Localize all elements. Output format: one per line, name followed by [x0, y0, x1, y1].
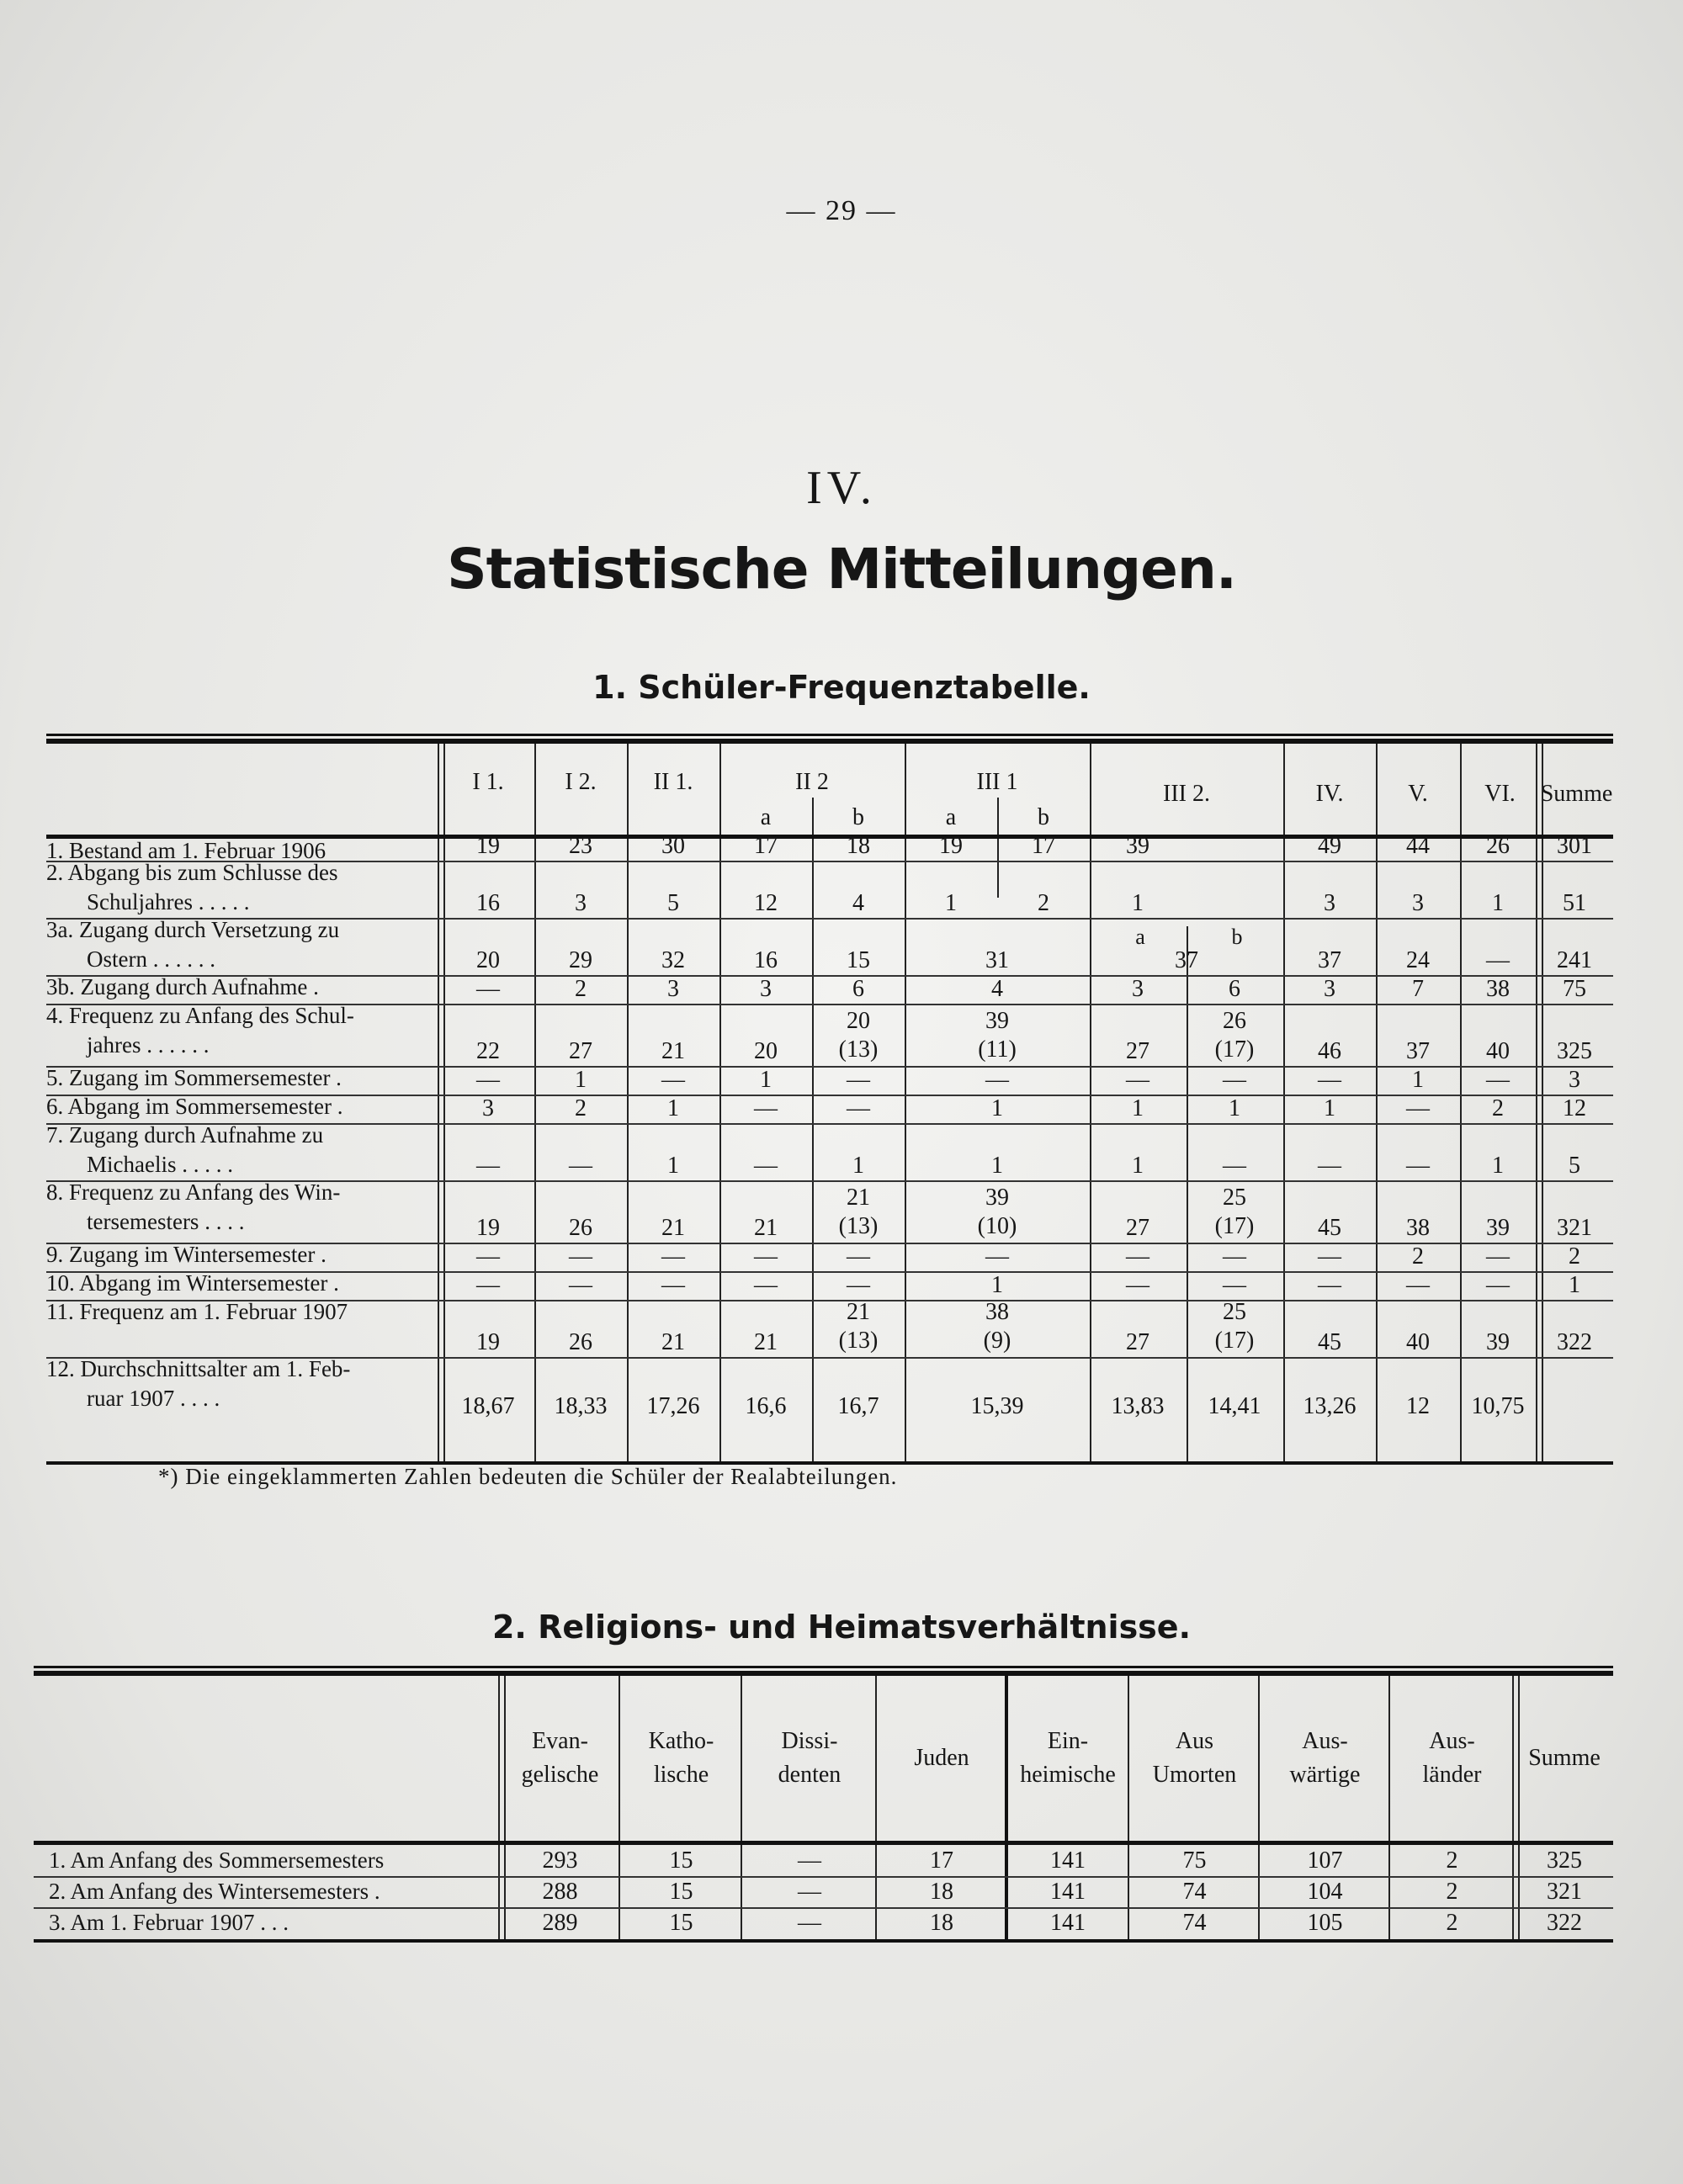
table-cell: 38: [1406, 1215, 1430, 1241]
row-label: 2. Abgang bis zum Schlusse des Schuljahres . . . . .: [46, 860, 338, 914]
table-cell: —: [476, 1272, 500, 1298]
row-label: 8. Frequenz zu Anfang des Win- tersemesters . . . .: [46, 1179, 341, 1234]
table-cell: 22: [476, 1038, 500, 1064]
table-cell: —: [1223, 1067, 1246, 1093]
table-cell: —: [798, 1910, 821, 1936]
row-label: 3a. Zugang durch Versetzung zu Ostern . . . . . .: [46, 917, 340, 972]
table-cell: 30: [661, 833, 685, 859]
table-cell: 1: [991, 1153, 1003, 1179]
table-cell: 37: [1318, 947, 1341, 973]
table-cell: 5: [667, 890, 679, 916]
col-header: Aus Umorten: [1152, 1728, 1237, 1788]
col-subheader: b: [1231, 925, 1243, 949]
table-cell: 19: [939, 833, 963, 859]
table-cell: 20: [476, 947, 500, 973]
col-header: Summe: [1540, 781, 1613, 807]
table-cell: 38: [1486, 976, 1510, 1002]
table-cell: 19: [476, 1215, 500, 1241]
table-cell: 1: [1132, 890, 1144, 916]
table-header: [34, 1676, 1613, 1845]
table-cell: 17: [1032, 833, 1055, 859]
table-cell: 1: [1569, 1272, 1580, 1298]
table-cell: 21: [661, 1038, 685, 1064]
table-cell: 6: [852, 976, 864, 1002]
table-cell: 2: [1492, 1095, 1504, 1121]
table-cell: —: [798, 1879, 821, 1905]
table-cell: —: [476, 1243, 500, 1270]
table-cell: 1: [945, 890, 957, 916]
table-header: [46, 744, 1613, 839]
table-cell: —: [754, 1272, 778, 1298]
table-cell: 293: [542, 1847, 578, 1874]
table-cell: 18: [930, 1910, 953, 1936]
table-cell: 18,67: [461, 1393, 515, 1419]
table-cell: 14,41: [1208, 1393, 1261, 1419]
table-cell: 2: [1412, 1243, 1424, 1270]
table-cell: 21: [754, 1329, 778, 1355]
row-label: 10. Abgang im Wintersemester .: [46, 1270, 339, 1296]
table-row: [34, 1845, 1613, 1876]
col-header: Ein- heimische: [1020, 1728, 1116, 1788]
col-header: III 2.: [1163, 781, 1210, 807]
table-cell: —: [754, 1153, 778, 1179]
table-cell: 2: [575, 976, 587, 1002]
row-label: 9. Zugang im Wintersemester .: [46, 1242, 327, 1267]
table-cell: 3: [760, 976, 772, 1002]
table-cell: 301: [1557, 833, 1592, 859]
table-cell: 3: [575, 890, 587, 916]
row-label: 6. Abgang im Sommersemester .: [46, 1094, 343, 1119]
table-cell: 321: [1547, 1879, 1582, 1905]
table-cell: —: [1126, 1067, 1149, 1093]
col-subheader: a: [760, 804, 772, 830]
table-cell: 1: [1492, 890, 1504, 916]
table-cell: 75: [1182, 1847, 1207, 1874]
table-cell: 75: [1563, 976, 1586, 1002]
table-cell: 27: [1126, 1329, 1149, 1355]
table-row: [46, 1300, 1613, 1357]
table-cell: 17: [754, 833, 778, 859]
col-header: VI.: [1484, 781, 1516, 807]
col-header: Katho- lische: [648, 1728, 714, 1788]
table-cell: 12: [1563, 1095, 1586, 1121]
table-cell: —: [1318, 1067, 1341, 1093]
col-header: I 1.: [472, 769, 504, 795]
table-cell: 3: [1324, 890, 1335, 916]
table-cell: —: [1318, 1153, 1341, 1179]
table-row: [46, 918, 1613, 975]
table-cell: 3: [1132, 976, 1144, 1002]
table-cell: 21 (13): [838, 1185, 879, 1239]
table-cell: 2: [1038, 890, 1049, 916]
col-header: II 2: [795, 769, 829, 795]
table-cell: 23: [569, 833, 592, 859]
table-row: [46, 1123, 1613, 1180]
table-cell: 4: [852, 890, 864, 916]
table-cell: 16,6: [745, 1393, 787, 1419]
table-cell: —: [1126, 1243, 1149, 1270]
row-label: 1. Bestand am 1. Februar 1906: [46, 838, 327, 863]
table-cell: 18,33: [554, 1393, 608, 1419]
table-cell: 39: [1486, 1215, 1510, 1241]
table-cell: 325: [1557, 1038, 1592, 1064]
table-cell: —: [1406, 1272, 1430, 1298]
table-cell: —: [476, 1067, 500, 1093]
table-cell: —: [847, 1243, 870, 1270]
table-cell: —: [847, 1272, 870, 1298]
col-header: I 2.: [565, 769, 597, 795]
row-label: 4. Frequenz zu Anfang des Schul- jahres . . . . . .: [46, 1003, 354, 1058]
col-header: Summe: [1528, 1745, 1601, 1771]
table-cell: 1: [667, 1095, 679, 1121]
table-cell: —: [661, 1067, 685, 1093]
table-cell: 51: [1563, 890, 1586, 916]
table-cell: 74: [1182, 1910, 1207, 1936]
table-cell: —: [1318, 1243, 1341, 1270]
table-cell: 3: [667, 976, 679, 1002]
table-cell: 20: [754, 1038, 778, 1064]
table-cell: 15: [669, 1879, 693, 1905]
table-cell: 44: [1406, 833, 1430, 859]
table-cell: 38 (9): [983, 1299, 1011, 1354]
table-cell: 141: [1050, 1879, 1086, 1905]
footnote: *) Die eingeklammerten Zahlen bedeuten die Schüler der Realabteilungen.: [158, 1464, 898, 1489]
table-cell: 39 (11): [978, 1008, 1017, 1063]
table-cell: 12: [754, 890, 778, 916]
table-cell: 25 (17): [1214, 1185, 1255, 1239]
table-cell: 1: [1229, 1095, 1240, 1121]
table-cell: 74: [1182, 1879, 1207, 1905]
table-cell: —: [1486, 1067, 1510, 1093]
table-cell: 4: [991, 976, 1003, 1002]
table-cell: 13,83: [1111, 1393, 1165, 1419]
table-cell: 16,7: [837, 1393, 879, 1419]
col-header: Aus- länder: [1422, 1728, 1482, 1788]
table-cell: 24: [1406, 947, 1430, 973]
table-cell: 18: [847, 833, 870, 859]
table-cell: 27: [1126, 1215, 1149, 1241]
table-cell: 7: [1412, 976, 1424, 1002]
col-header: Evan- gelische: [521, 1728, 599, 1788]
table-cell: 19: [476, 1329, 500, 1355]
table-body: [46, 833, 1613, 1465]
table-cell: —: [1486, 1243, 1510, 1270]
table-cell: —: [569, 1272, 592, 1298]
table-row: [46, 1095, 1613, 1123]
table-cell: 21 (13): [838, 1299, 879, 1354]
table-cell: —: [1126, 1272, 1149, 1298]
table-row: [46, 1004, 1613, 1066]
row-label: 2. Am Anfang des Wintersemesters .: [49, 1879, 380, 1904]
table-cell: 2: [1446, 1879, 1458, 1905]
table-cell: 49: [1318, 833, 1341, 859]
col-subheader: b: [1038, 804, 1049, 830]
col-header: Dissi- denten: [778, 1728, 842, 1788]
table-cell: 1: [1132, 1153, 1144, 1179]
col-header: IV.: [1315, 781, 1344, 807]
table-cell: 26: [1486, 833, 1510, 859]
table-cell: 21: [661, 1215, 685, 1241]
table-cell: 40: [1406, 1329, 1430, 1355]
table-cell: 26: [569, 1215, 592, 1241]
table-cell: 16: [476, 890, 500, 916]
table-cell: 289: [542, 1910, 578, 1936]
col-header: Juden: [914, 1745, 969, 1771]
table-cell: 39: [1126, 833, 1149, 859]
table-row: [46, 1066, 1613, 1095]
table-cell: —: [754, 1243, 778, 1270]
table-cell: —: [1223, 1272, 1246, 1298]
table-cell: —: [985, 1243, 1009, 1270]
row-label: 11. Frequenz am 1. Februar 1907: [46, 1299, 348, 1324]
table-cell: 45: [1318, 1329, 1341, 1355]
table-cell: 40: [1486, 1038, 1510, 1064]
table-cell: 141: [1050, 1910, 1086, 1936]
table-cell: 288: [542, 1879, 578, 1905]
table-cell: 3: [1324, 976, 1335, 1002]
table-cell: —: [1406, 1095, 1430, 1121]
table-top-rule: [34, 1666, 1613, 1676]
table-row: [46, 1243, 1613, 1271]
table-cell: 1: [1492, 1153, 1504, 1179]
table-cell: 107: [1307, 1847, 1343, 1874]
table-cell: —: [1223, 1153, 1246, 1179]
table-cell: 241: [1557, 947, 1592, 973]
row-label: 3b. Zugang durch Aufnahme .: [46, 974, 319, 999]
table-cell: —: [569, 1243, 592, 1270]
table-cell: 1: [760, 1067, 772, 1093]
table-cell: —: [754, 1095, 778, 1121]
table-cell: —: [661, 1272, 685, 1298]
table-row: [46, 975, 1613, 1004]
table-row: [46, 1271, 1613, 1300]
row-label: 1. Am Anfang des Sommersemesters: [49, 1847, 385, 1873]
table-cell: 15: [669, 1847, 693, 1874]
col-subheader: b: [852, 804, 864, 830]
table-cell: 15: [847, 947, 870, 973]
table-cell: 21: [661, 1329, 685, 1355]
table-row: [46, 1180, 1613, 1243]
table-cell: 322: [1547, 1910, 1582, 1936]
table-cell: 18: [930, 1879, 953, 1905]
table-cell: 1: [991, 1095, 1003, 1121]
col-header: II 1.: [653, 769, 693, 795]
col-header: Aus- wärtige: [1289, 1728, 1361, 1788]
table-cell: 27: [569, 1038, 592, 1064]
table-cell: —: [1486, 947, 1510, 973]
table-cell: 32: [661, 947, 685, 973]
table-cell: 19: [476, 833, 500, 859]
table-cell: 1: [1412, 1067, 1424, 1093]
section-heading-frequency: 1. Schüler-Frequenztabelle.: [592, 669, 1091, 706]
table-cell: 31: [985, 947, 1009, 973]
table-cell: 15,39: [970, 1393, 1024, 1419]
table-cell: 322: [1557, 1329, 1592, 1355]
table-cell: 26 (17): [1214, 1008, 1255, 1063]
table-cell: 105: [1307, 1910, 1343, 1936]
table-cell: —: [1318, 1272, 1341, 1298]
table-cell: 37: [1175, 947, 1198, 973]
table-cell: 6: [1229, 976, 1240, 1002]
table-cell: —: [798, 1847, 821, 1874]
row-label: 3. Am 1. Februar 1907 . . .: [49, 1910, 289, 1935]
table-cell: 321: [1557, 1215, 1592, 1241]
col-header: V.: [1408, 781, 1428, 807]
table-cell: 39: [1486, 1329, 1510, 1355]
table-cell: 104: [1307, 1879, 1343, 1905]
table-cell: —: [661, 1243, 685, 1270]
table-cell: 17,26: [646, 1393, 700, 1419]
table-cell: 16: [754, 947, 778, 973]
table-cell: 1: [1324, 1095, 1335, 1121]
table-cell: 21: [754, 1215, 778, 1241]
table-cell: 2: [575, 1095, 587, 1121]
table-row: [34, 1876, 1613, 1907]
table-cell: —: [847, 1067, 870, 1093]
table-cell: 5: [1569, 1153, 1580, 1179]
table-row: [46, 861, 1613, 918]
table-cell: 2: [1446, 1910, 1458, 1936]
table-cell: —: [847, 1095, 870, 1121]
table-cell: 10,75: [1471, 1393, 1525, 1419]
row-label: 7. Zugang durch Aufnahme zu Michaelis . . . . .: [46, 1122, 324, 1177]
table-cell: 46: [1318, 1038, 1341, 1064]
table-cell: 13,26: [1303, 1393, 1356, 1419]
table-cell: 27: [1126, 1038, 1149, 1064]
table-cell: 1: [1132, 1095, 1144, 1121]
table-cell: —: [569, 1153, 592, 1179]
page-number: — 29 —: [786, 195, 897, 226]
table-cell: 3: [1412, 890, 1424, 916]
table-cell: 1: [575, 1067, 587, 1093]
frequency-table: [46, 734, 1613, 1465]
table-cell: —: [1486, 1272, 1510, 1298]
table-cell: 325: [1547, 1847, 1582, 1874]
table-cell: —: [1406, 1153, 1430, 1179]
table-row: [34, 1907, 1613, 1938]
table-cell: 141: [1050, 1847, 1086, 1874]
table-cell: 15: [669, 1910, 693, 1936]
table-cell: —: [476, 976, 500, 1002]
table-cell: 39 (10): [977, 1185, 1017, 1239]
table-cell: 2: [1446, 1847, 1458, 1874]
col-subheader: a: [1135, 925, 1145, 949]
table-cell: 20 (13): [838, 1008, 879, 1063]
table-cell: 29: [569, 947, 592, 973]
table-cell: 26: [569, 1329, 592, 1355]
religion-table: [34, 1666, 1613, 1943]
table-cell: —: [1223, 1243, 1246, 1270]
chapter-numeral: IV.: [806, 462, 877, 514]
table-cell: 25 (17): [1214, 1299, 1255, 1354]
table-cell: 12: [1406, 1393, 1430, 1419]
table-cell: 3: [1569, 1067, 1580, 1093]
section-heading-religion: 2. Religions- und Heimatsverhältnisse.: [491, 1609, 1192, 1646]
table-top-rule: [46, 734, 1613, 744]
table-row: [46, 1357, 1613, 1421]
table-cell: —: [476, 1153, 500, 1179]
table-cell: 37: [1406, 1038, 1430, 1064]
col-header: III 1: [976, 769, 1018, 795]
row-label: 5. Zugang im Sommersemester .: [46, 1065, 342, 1090]
table-cell: 2: [1569, 1243, 1580, 1270]
table-cell: —: [985, 1067, 1009, 1093]
page-title: Statistische Mitteilungen.: [447, 537, 1236, 602]
table-cell: 1: [991, 1272, 1003, 1298]
table-cell: 45: [1318, 1215, 1341, 1241]
table-cell: 1: [852, 1153, 864, 1179]
table-body: [34, 1845, 1613, 1943]
row-label: 12. Durchschnittsalter am 1. Feb- ruar 1907 . . . .: [46, 1356, 351, 1411]
table-cell: 17: [930, 1847, 953, 1874]
table-cell: 3: [482, 1095, 494, 1121]
col-subheader: a: [945, 804, 957, 830]
table-cell: 1: [667, 1153, 679, 1179]
